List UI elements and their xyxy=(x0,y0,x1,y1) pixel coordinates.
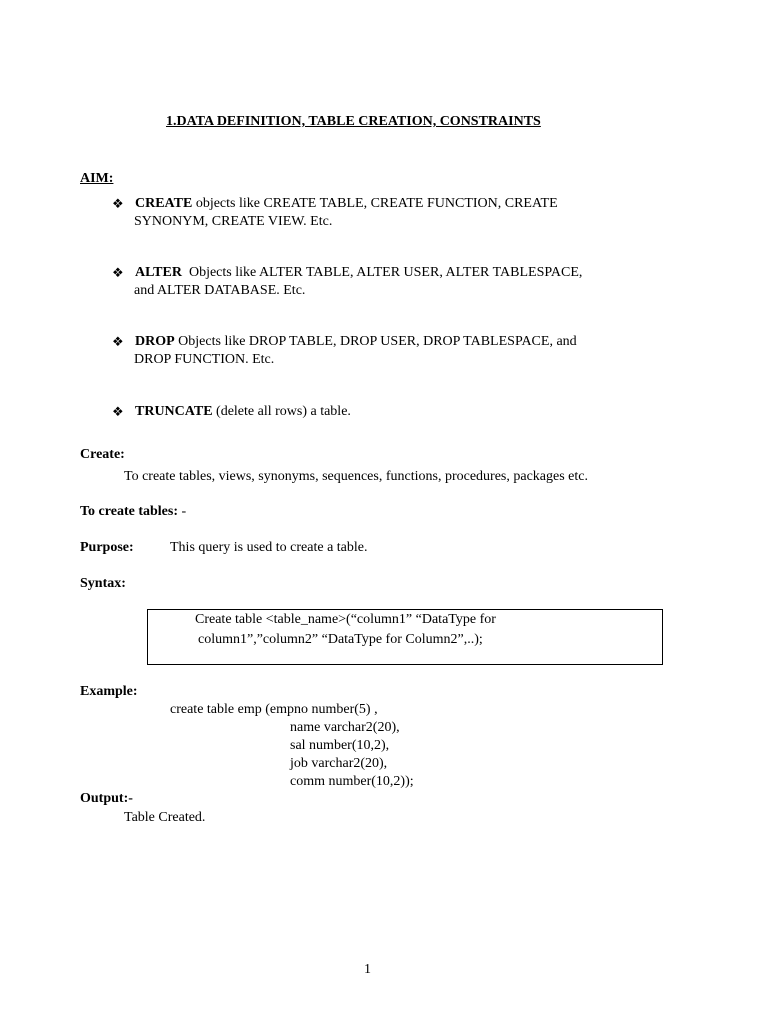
bullet-truncate-text: (delete all rows) a table. xyxy=(212,404,351,419)
bullet-create-keyword: CREATE xyxy=(135,196,193,211)
bullet-alter-line1 xyxy=(135,264,582,282)
bullet-create-line2: SYNONYM, CREATE VIEW. Etc. xyxy=(134,214,333,229)
syntax-line1: Create table <table_name>(“column1” “DataType for xyxy=(195,612,496,627)
bullet-drop-text: Objects like DROP TABLE, DROP USER, DROP TABLESPACE, and xyxy=(174,334,577,349)
to-create-tables-suffix: - xyxy=(177,504,187,519)
bullet-drop-keyword: DROP xyxy=(135,334,175,349)
create-heading: Create: xyxy=(80,447,125,462)
to-create-tables-label: To create tables: xyxy=(80,504,178,519)
bullet-create-line1 xyxy=(135,195,558,213)
diamond-bullet-icon: ❖ xyxy=(112,334,124,349)
syntax-line2: column1”,”column2” “DataType for Column2”,..); xyxy=(198,632,483,647)
purpose-text: This query is used to create a table. xyxy=(170,540,368,555)
diamond-bullet-icon: ❖ xyxy=(112,196,124,211)
example-heading: Example: xyxy=(80,684,138,699)
bullet-alter-keyword: ALTER xyxy=(135,265,182,280)
bullet-drop-line2: DROP FUNCTION. Etc. xyxy=(134,352,275,367)
page-number: 1 xyxy=(364,962,371,977)
purpose-label: Purpose: xyxy=(80,540,134,555)
diamond-bullet-icon: ❖ xyxy=(112,265,124,280)
example-line: comm number(10,2)); xyxy=(290,774,414,789)
diamond-bullet-icon: ❖ xyxy=(112,404,124,419)
aim-heading: AIM: xyxy=(80,171,114,186)
bullet-create-text: objects like CREATE TABLE, CREATE FUNCTION, CREATE xyxy=(192,196,558,211)
page-title: 1.DATA DEFINITION, TABLE CREATION, CONSTRAINTS xyxy=(166,114,541,129)
syntax-heading: Syntax: xyxy=(80,576,126,591)
create-description: To create tables, views, synonyms, sequences, functions, procedures, packages etc. xyxy=(124,469,588,484)
bullet-truncate-line1 xyxy=(135,403,351,421)
example-line: job varchar2(20), xyxy=(290,756,388,771)
output-text: Table Created. xyxy=(124,810,206,825)
example-line: sal number(10,2), xyxy=(290,738,390,753)
output-heading: Output:- xyxy=(80,791,133,806)
bullet-alter-line2: and ALTER DATABASE. Etc. xyxy=(134,283,306,298)
bullet-truncate-keyword: TRUNCATE xyxy=(135,404,213,419)
example-line: create table emp (empno number(5) , xyxy=(170,702,378,717)
to-create-tables-heading xyxy=(80,503,186,521)
bullet-alter-text: Objects like ALTER TABLE, ALTER USER, ALTER TABLESPACE, xyxy=(181,265,583,280)
example-line: name varchar2(20), xyxy=(290,720,400,735)
bullet-drop-line1 xyxy=(135,333,577,351)
